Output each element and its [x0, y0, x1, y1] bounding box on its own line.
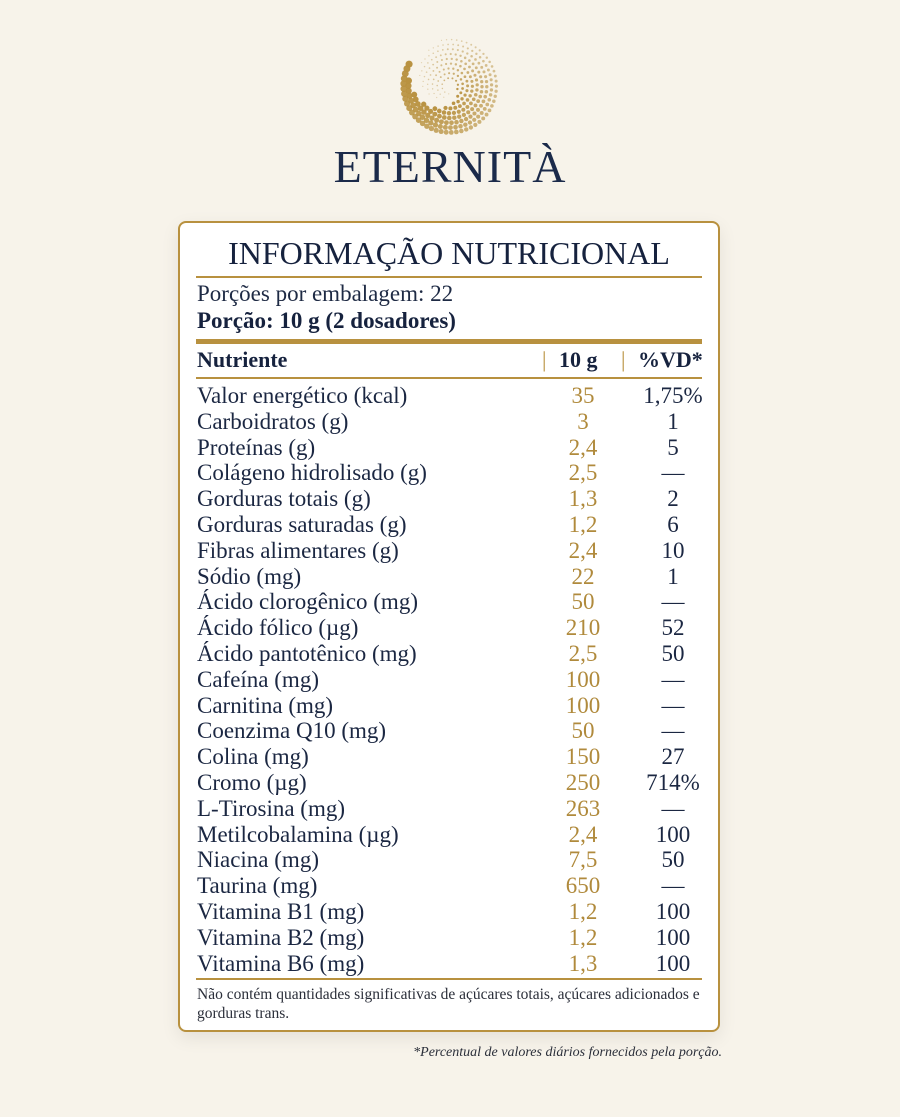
nutrient-row [197, 899, 707, 925]
footnote: Não contém quantidades significativas de açúcares totais, açúcares adicionados e gorduras trans. [197, 986, 700, 1022]
nutrient-name: Coenzima Q10 (mg) [197, 718, 387, 744]
golden-dot-spiral-icon [400, 36, 500, 136]
dv-note: *Percentual de valores diários fornecidos pela porção. [413, 1045, 722, 1060]
nutrient-row [197, 460, 707, 486]
nutrient-rows [197, 383, 707, 976]
nutrient-name: Vitamina B1 (mg) [197, 898, 365, 924]
nutrient-row [197, 435, 707, 461]
nutrient-dv: — [661, 795, 685, 821]
nutrient-row [197, 512, 707, 538]
nutrient-amount: 3 [577, 408, 589, 434]
nutrient-row [197, 641, 707, 667]
nutrient-row [197, 538, 707, 564]
nutrient-dv: 714% [646, 769, 700, 795]
header-divider [196, 377, 702, 379]
nutrient-name: Sódio (mg) [197, 563, 302, 589]
nutrient-row [197, 667, 707, 693]
nutrient-amount: 100 [565, 692, 601, 718]
nutrient-row [197, 589, 707, 615]
nutrient-name: Carboidratos (g) [197, 408, 349, 434]
nutrient-dv: 100 [655, 950, 691, 976]
nutrient-dv: — [661, 718, 685, 744]
nutrient-row [197, 925, 707, 951]
nutrient-dv: 50 [661, 847, 685, 873]
nutrient-name: Vitamina B6 (mg) [197, 950, 365, 976]
nutrient-amount: 7,5 [568, 847, 598, 873]
nutrient-amount: 650 [565, 873, 601, 899]
nutrient-name: Ácido fólico (µg) [197, 615, 359, 641]
nutrient-amount: 100 [565, 666, 601, 692]
nutrient-dv: — [661, 666, 685, 692]
nutrient-dv: 1 [667, 408, 679, 434]
nutrient-dv: 2 [667, 486, 679, 512]
nutrient-name: Colágeno hidrolisado (g) [197, 460, 427, 486]
nutrient-dv: — [661, 873, 685, 899]
portion-divider [196, 339, 702, 344]
nutrient-name: Ácido pantotênico (mg) [197, 640, 417, 666]
nutrient-row [197, 847, 707, 873]
nutrient-dv: 100 [655, 924, 691, 950]
nutrient-dv: 100 [655, 898, 691, 924]
nutrient-name: Taurina (mg) [197, 873, 318, 899]
label-title: INFORMAÇÃO NUTRICIONAL [228, 235, 670, 271]
nutrient-name: L-Tirosina (mg) [197, 795, 346, 821]
nutrient-dv: — [661, 460, 685, 486]
logo [0, 36, 900, 136]
header-dv: %VD* [638, 347, 703, 372]
nutrient-row [197, 951, 707, 977]
nutrient-amount: 2,4 [568, 537, 598, 563]
nutrient-name: Carnitina (mg) [197, 692, 334, 718]
nutrient-amount: 50 [571, 589, 595, 615]
nutrient-amount: 2,4 [568, 434, 598, 460]
nutrient-name: Cromo (µg) [197, 769, 307, 795]
nutrient-dv: 27 [661, 744, 685, 770]
nutrient-name: Cafeína (mg) [197, 666, 319, 692]
nutrient-dv: 100 [655, 821, 691, 847]
header-separator: | [621, 347, 626, 372]
nutrient-name: Proteínas (g) [197, 434, 316, 460]
header-separator: | [542, 347, 547, 372]
nutrient-row [197, 486, 707, 512]
footnote-divider [196, 978, 702, 980]
nutrient-row [197, 383, 707, 409]
nutrient-amount: 1,3 [568, 486, 598, 512]
nutrient-amount: 2,4 [568, 821, 598, 847]
nutrient-row [197, 409, 707, 435]
portion-size: Porção: 10 g (2 dosadores) [197, 308, 456, 333]
nutrient-amount: 150 [565, 744, 601, 770]
nutrient-dv: — [661, 692, 685, 718]
nutrient-name: Valor energético (kcal) [197, 383, 408, 408]
nutrient-dv: 1,75% [643, 383, 703, 408]
nutrient-row [197, 873, 707, 899]
nutrient-amount: 50 [571, 718, 595, 744]
nutrient-amount: 263 [565, 795, 601, 821]
nutrient-dv: — [661, 589, 685, 615]
nutrient-dv: 50 [661, 640, 685, 666]
nutrient-name: Colina (mg) [197, 744, 309, 770]
brand-name: ETERNITÀ [333, 141, 567, 192]
nutrient-dv: 52 [661, 615, 685, 641]
nutrient-amount: 2,5 [568, 640, 598, 666]
nutrient-name: Gorduras totais (g) [197, 486, 371, 512]
nutrient-row [197, 822, 707, 848]
nutrient-name: Gorduras saturadas (g) [197, 511, 407, 537]
servings-per-package: Porções por embalagem: 22 [197, 281, 454, 306]
nutrient-dv: 5 [667, 434, 679, 460]
title-divider [196, 276, 702, 278]
nutrient-amount: 1,2 [568, 511, 598, 537]
nutrient-name: Vitamina B2 (mg) [197, 924, 365, 950]
nutrient-dv: 1 [667, 563, 679, 589]
nutrient-row [197, 615, 707, 641]
nutrient-row [197, 770, 707, 796]
nutrient-name: Fibras alimentares (g) [197, 537, 399, 563]
nutrient-dv: 10 [661, 537, 685, 563]
nutrition-facts-card [178, 221, 720, 1032]
nutrient-name: Ácido clorogênico (mg) [197, 589, 418, 615]
nutrient-name: Metilcobalamina (µg) [197, 821, 399, 847]
nutrient-row [197, 564, 707, 590]
nutrient-row [197, 693, 707, 719]
nutrient-name: Niacina (mg) [197, 847, 319, 873]
nutrient-amount: 1,3 [568, 950, 598, 976]
nutrient-amount: 22 [571, 563, 595, 589]
header-amount: 10 g [559, 347, 598, 372]
nutrient-dv: 6 [667, 511, 679, 537]
nutrient-amount: 210 [565, 615, 601, 641]
header-nutrient: Nutriente [197, 347, 288, 372]
nutrient-amount: 2,5 [568, 460, 598, 486]
nutrient-row [197, 744, 707, 770]
nutrient-amount: 35 [571, 383, 595, 408]
nutrient-row [197, 718, 707, 744]
nutrient-row [197, 796, 707, 822]
nutrient-amount: 250 [565, 769, 601, 795]
nutrient-amount: 1,2 [568, 898, 598, 924]
nutrient-amount: 1,2 [568, 924, 598, 950]
